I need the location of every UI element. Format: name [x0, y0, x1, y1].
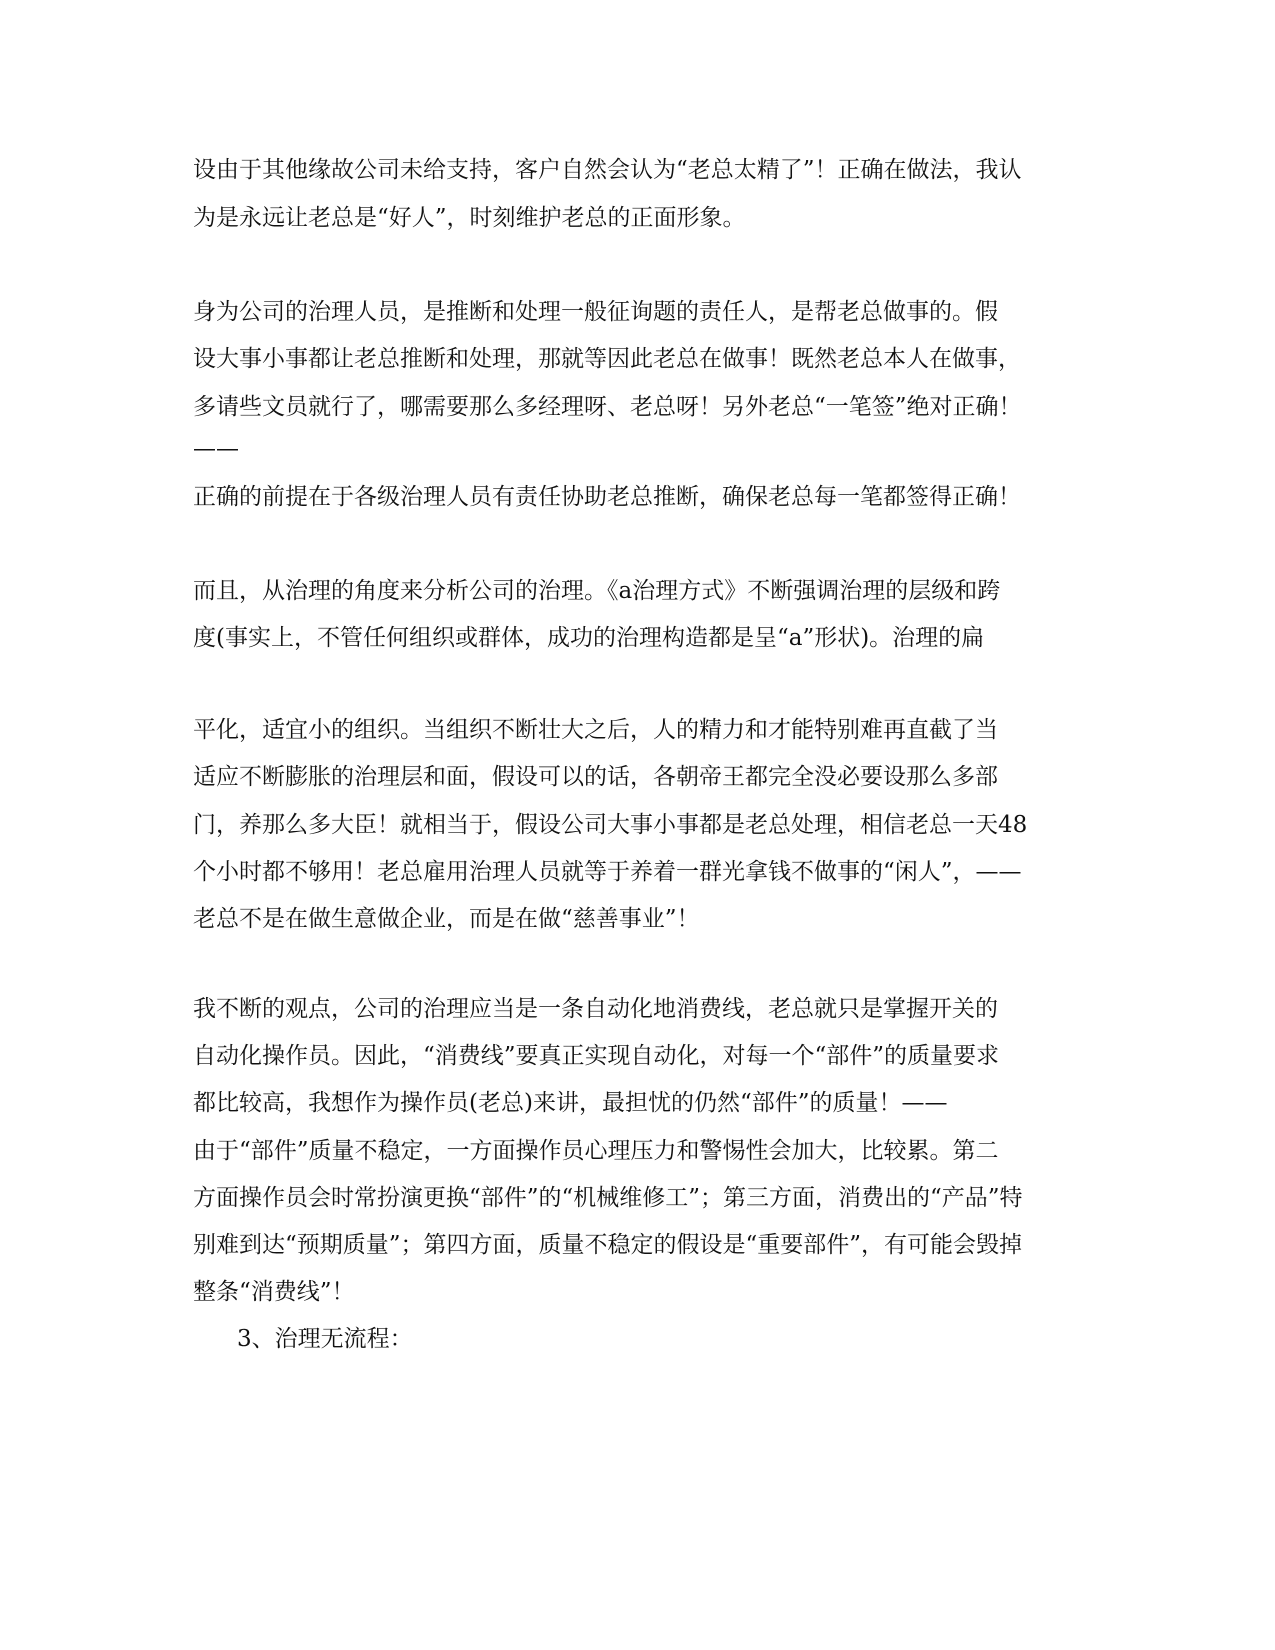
- text-line: 而且，从治理的角度来分析公司的治理。《a治理方式》不断强调治理的层级和跨: [193, 578, 1001, 604]
- section-heading: 3、治理无流程：: [237, 1326, 413, 1352]
- text-line: 我不断的观点，公司的治理应当是一条自动化地消费线，老总就只是掌握开关的: [193, 996, 998, 1022]
- text-line: 身为公司的治理人员，是推断和处理一般征询题的责任人，是帮老总做事的。假: [193, 299, 998, 325]
- text-line: 设由于其他缘故公司未给支持，客户自然会认为“老总太精了”！正确在做法，我认: [193, 157, 1022, 183]
- text-line: 老总不是在做生意做企业，而是在做“慈善事业”！: [193, 906, 700, 932]
- text-line: 门，养那么多大臣！就相当于，假设公司大事小事都是老总处理，相信老总一天48: [193, 812, 1028, 838]
- text-line: 由于“部件”质量不稳定，一方面操作员心理压力和警惕性会加大，比较累。第二: [193, 1138, 999, 1164]
- text-line: 方面操作员会时常扮演更换“部件”的“机械维修工”；第三方面，消费出的“产品”特: [193, 1185, 1023, 1211]
- text-line: 都比较高，我想作为操作员(老总)来讲，最担忧的仍然“部件”的质量！——: [193, 1090, 948, 1116]
- text-line: 个小时都不够用！老总雇用治理人员就等于养着一群光拿钱不做事的“闲人”，——: [193, 859, 1022, 885]
- text-line: 多请些文员就行了，哪需要那么多经理呀、老总呀！另外老总“一笔签”绝对正确！: [193, 394, 1022, 420]
- text-line: 度(事实上，不管任何组织或群体，成功的治理构造都是呈“a”形状)。治理的扁: [193, 625, 985, 651]
- text-line: ——: [193, 436, 239, 462]
- text-line: 正确的前提在于各级治理人员有责任协助老总推断，确保老总每一笔都签得正确！: [193, 484, 1021, 510]
- text-line: 平化，适宜小的组织。当组织不断壮大之后，人的精力和才能特别难再直截了当: [193, 717, 998, 743]
- text-line: 整条“消费线”！: [193, 1279, 355, 1305]
- text-line: 设大事小事都让老总推断和处理，那就等因此老总在做事！既然老总本人在做事，: [193, 346, 1021, 372]
- text-line: 为是永远让老总是“好人”，时刻维护老总的正面形象。: [193, 205, 746, 231]
- text-line: 适应不断膨胀的治理层和面，假设可以的话，各朝帝王都完全没必要设那么多部: [193, 764, 998, 790]
- text-line: 别难到达“预期质量”；第四方面，质量不稳定的假设是“重要部件”，有可能会毁掉: [193, 1232, 1023, 1258]
- text-line: 自动化操作员。因此，“消费线”要真正实现自动化，对每一个“部件”的质量要求: [193, 1043, 1000, 1069]
